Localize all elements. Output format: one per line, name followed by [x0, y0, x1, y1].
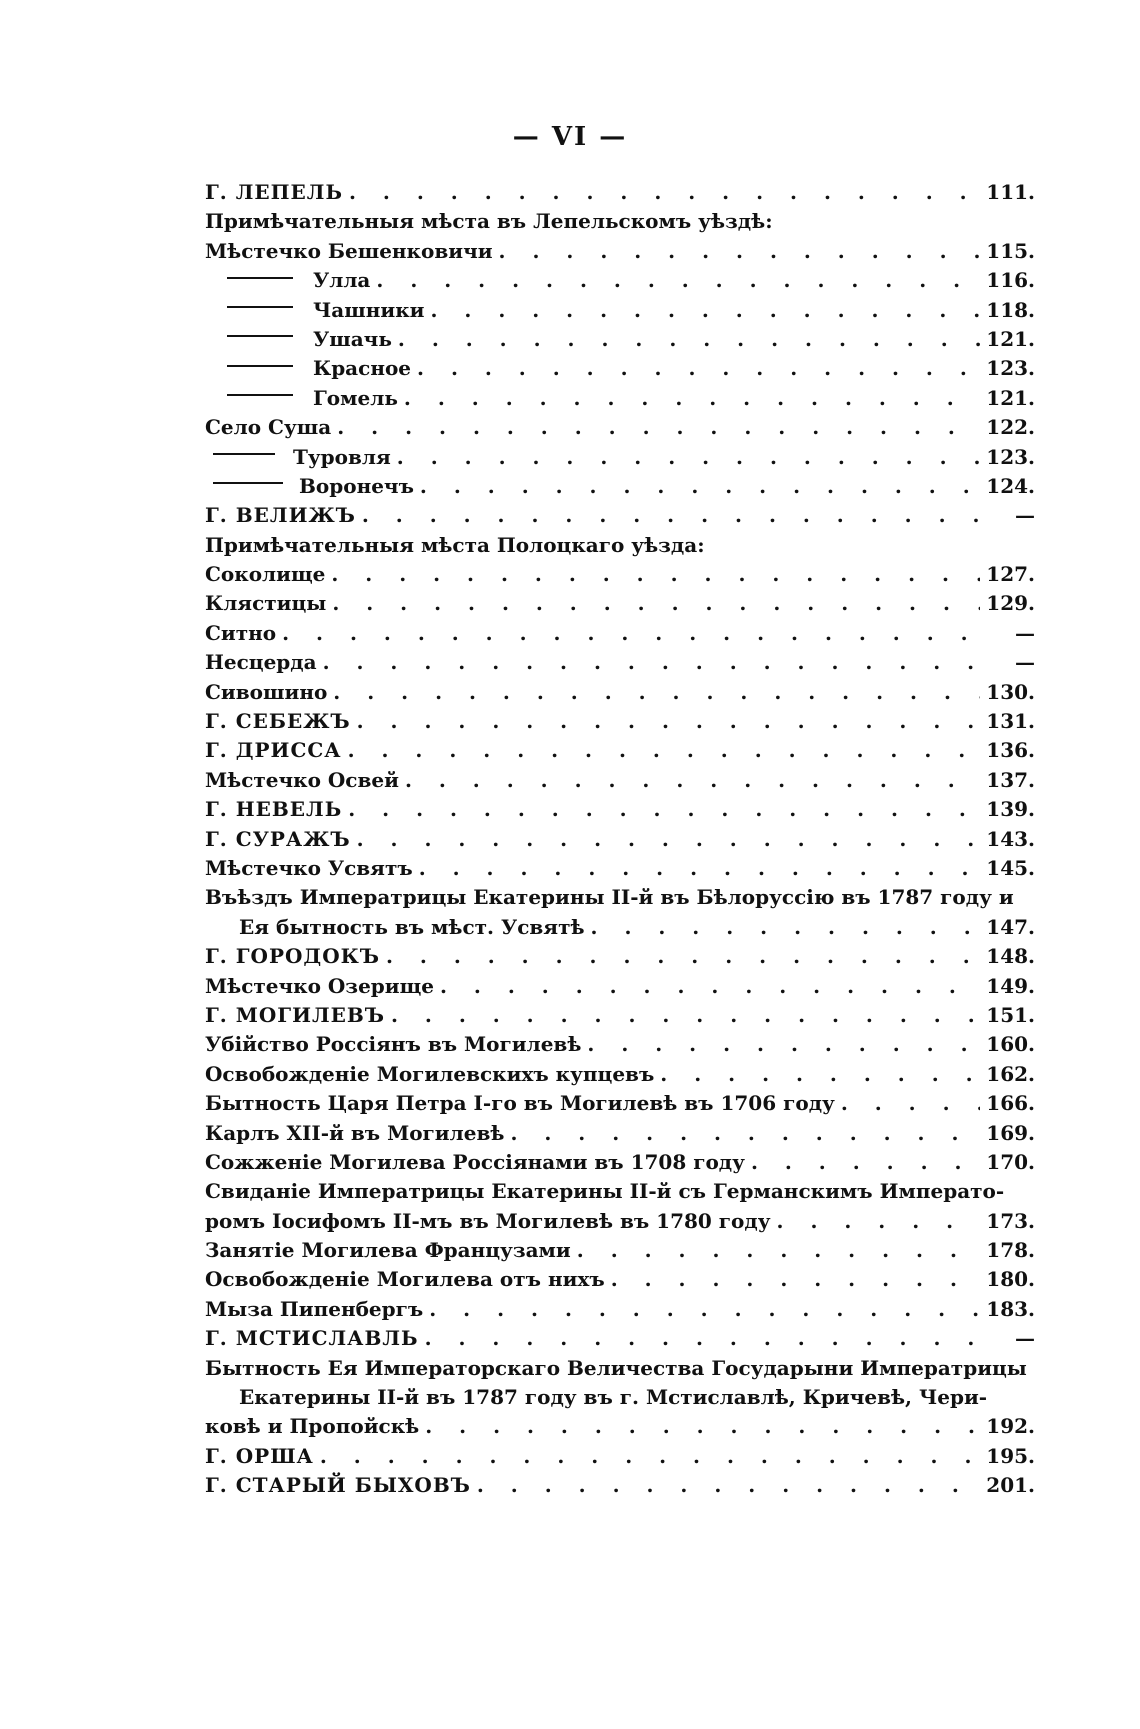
- toc-heading-polotsk-district: [205, 531, 1035, 560]
- toc-row-sebezh: [205, 707, 1035, 736]
- toc-row-orsha: [205, 1442, 1035, 1471]
- toc-label: Примѣчательныя мѣста Полоцкаго уѣзда:: [205, 532, 705, 557]
- toc-page: —: [1015, 650, 1035, 675]
- toc-label: Г. МСТИСЛАВЛЬ: [205, 1326, 419, 1351]
- toc-label: Мѣстечко Освей: [205, 767, 399, 792]
- toc-label: Г. НЕВЕЛЬ: [205, 797, 343, 822]
- toc-label: ковѣ и Пропойскѣ: [205, 1414, 420, 1439]
- ditto-dash: [227, 277, 293, 279]
- toc-page: 130.: [986, 679, 1035, 704]
- toc-page: 121.: [986, 326, 1035, 351]
- toc-label: Г. ГОРОДОКЪ: [205, 944, 380, 969]
- toc-row: [205, 1030, 1035, 1059]
- dot-leader: [440, 972, 980, 1001]
- toc-label-wrap: [205, 472, 414, 501]
- toc-row: [205, 1236, 1035, 1265]
- toc-page: 139.: [986, 797, 1035, 822]
- toc-row: [205, 1119, 1035, 1148]
- toc-row: [205, 1060, 1035, 1089]
- toc-label: Свиданіе Императрицы Екатерины II-й съ Германскимъ Императо-: [205, 1179, 1005, 1204]
- toc-page: 127.: [986, 562, 1035, 587]
- toc-row: [205, 384, 1035, 413]
- toc-label: ромъ Іосифомъ II-мъ въ Могилевѣ въ 1780 году: [205, 1208, 771, 1233]
- dot-leader: [477, 1471, 980, 1500]
- dot-leader: [660, 1060, 980, 1089]
- toc-label: Мѣстечко Бешенковичи: [205, 238, 493, 263]
- dot-leader: [349, 178, 980, 207]
- dot-leader: [391, 1001, 980, 1030]
- toc-row-gorodok: [205, 942, 1035, 971]
- dot-leader: [332, 589, 980, 618]
- ditto-dash: [213, 453, 275, 455]
- dot-leader: [348, 736, 981, 765]
- dot-leader: [425, 1412, 980, 1441]
- toc-row-surazh: [205, 825, 1035, 854]
- dot-leader: [320, 1442, 980, 1471]
- toc-label: Несцерда: [205, 650, 317, 675]
- toc-row: [205, 472, 1035, 501]
- toc-label: Занятіе Могилева Французами: [205, 1238, 571, 1263]
- toc-row-mogilev: [205, 1001, 1035, 1030]
- toc-page: 180.: [986, 1267, 1035, 1292]
- toc-page: 145.: [986, 855, 1035, 880]
- dot-leader: [404, 384, 980, 413]
- toc-page: 162.: [986, 1061, 1035, 1086]
- toc-page: —: [1015, 620, 1035, 645]
- toc-label: Туровля: [293, 444, 391, 469]
- toc-page: 118.: [986, 297, 1035, 322]
- dot-leader: [386, 942, 980, 971]
- toc-label: Красное: [313, 356, 412, 381]
- toc-page: 166.: [986, 1091, 1035, 1116]
- toc-label-wrap: [205, 354, 411, 383]
- toc-row-nevel: [205, 795, 1035, 824]
- toc-page: 143.: [986, 826, 1035, 851]
- dot-leader: [333, 678, 980, 707]
- toc-page: —: [1015, 503, 1035, 528]
- toc-row: [205, 648, 1035, 677]
- toc-row: [205, 266, 1035, 295]
- toc-page: 111.: [986, 180, 1035, 204]
- toc-row: [205, 413, 1035, 442]
- toc-page: 122.: [986, 415, 1035, 440]
- toc-row: [205, 296, 1035, 325]
- toc-page: 137.: [986, 767, 1035, 792]
- toc-row-stary-bykhov: [205, 1471, 1035, 1500]
- toc-label: Соколище: [205, 562, 326, 587]
- toc-page: 123.: [986, 356, 1035, 381]
- toc-label: Карлъ XII-й въ Могилевѣ: [205, 1120, 505, 1145]
- toc-row: [205, 560, 1035, 589]
- toc-label: Мыза Пипенбергъ: [205, 1296, 424, 1321]
- toc-label: Сивошино: [205, 679, 328, 704]
- dot-leader: [420, 472, 980, 501]
- toc-page: 195.: [986, 1443, 1035, 1468]
- dot-leader: [417, 354, 980, 383]
- page-number: — VI —: [512, 122, 628, 152]
- toc-row: [205, 443, 1035, 472]
- toc-page: 201.: [986, 1473, 1035, 1498]
- toc-label: Ситно: [205, 620, 277, 645]
- toc-page: 136.: [986, 738, 1035, 763]
- toc-label: Въѣздъ Императрицы Екатерины II-й въ Бѣлоруссію въ 1787 году и: [205, 885, 1014, 910]
- toc-row: [205, 1412, 1035, 1441]
- toc-row: [205, 1089, 1035, 1118]
- toc-label: Г. СТАРЫЙ БЫХОВЪ: [205, 1473, 471, 1498]
- toc-row: [205, 1207, 1035, 1236]
- toc-row: [205, 325, 1035, 354]
- toc-heading-lepel-district: [205, 207, 1035, 236]
- toc-row: [205, 854, 1035, 883]
- toc-page: 116.: [986, 268, 1035, 293]
- toc-label: Улла: [313, 268, 371, 293]
- dot-leader: [751, 1148, 980, 1177]
- dot-leader: [611, 1265, 981, 1294]
- toc-page: 124.: [986, 473, 1035, 498]
- toc-row: [205, 1295, 1035, 1324]
- table-of-contents: [205, 178, 1035, 1501]
- toc-label: Клястицы: [205, 591, 327, 616]
- toc-label: Бытность Царя Петра I-го въ Могилевѣ въ 1706 году: [205, 1091, 835, 1116]
- dot-leader: [323, 648, 995, 677]
- toc-row: [205, 619, 1035, 648]
- toc-row-velizh: [205, 501, 1035, 530]
- dot-leader: [499, 237, 981, 266]
- toc-label: Г. ОРША: [205, 1443, 314, 1468]
- toc-page: 160.: [986, 1032, 1035, 1057]
- toc-label-wrap: [205, 266, 370, 295]
- toc-label: Гомель: [313, 385, 398, 410]
- toc-page: 192.: [986, 1414, 1035, 1439]
- dot-leader: [331, 560, 980, 589]
- toc-label: Сожженіе Могилева Россіянами въ 1708 году: [205, 1149, 745, 1174]
- toc-page: 147.: [986, 914, 1035, 939]
- toc-page: 149.: [986, 973, 1035, 998]
- toc-row: [205, 1265, 1035, 1294]
- toc-row: [205, 913, 1035, 942]
- toc-row-drissa: [205, 736, 1035, 765]
- toc-label: Мѣстечко Озерище: [205, 973, 434, 998]
- ditto-dash: [227, 394, 293, 396]
- ditto-dash: [227, 365, 293, 367]
- toc-page: 178.: [986, 1238, 1035, 1263]
- dot-leader: [397, 443, 980, 472]
- toc-page: 151.: [986, 1002, 1035, 1027]
- dot-leader: [362, 501, 995, 530]
- dot-leader: [425, 1324, 995, 1353]
- toc-label: Г. СУРАЖЪ: [205, 826, 351, 851]
- dot-leader: [357, 825, 981, 854]
- dot-leader: [591, 913, 981, 942]
- dot-leader: [337, 413, 980, 442]
- toc-row: [205, 589, 1035, 618]
- toc-label: Бытность Ея Императорскаго Величества Государыни Императрицы: [205, 1355, 1027, 1380]
- dot-leader: [419, 854, 981, 883]
- dot-leader: [587, 1030, 980, 1059]
- ditto-dash: [227, 306, 293, 308]
- ditto-dash: [213, 482, 283, 484]
- toc-row-multiline-middle: [205, 1383, 1035, 1412]
- toc-row-multiline-start: [205, 1354, 1035, 1383]
- toc-label-wrap: [205, 325, 392, 354]
- toc-label: Екатерины II-й въ 1787 году въ г. Мстиславлѣ, Кричевѣ, Чери-: [239, 1385, 988, 1410]
- toc-page: 170.: [986, 1149, 1035, 1174]
- toc-row: [205, 678, 1035, 707]
- toc-label: Примѣчательныя мѣста въ Лепельскомъ уѣздѣ:: [205, 209, 773, 234]
- dot-leader: [777, 1207, 981, 1236]
- toc-page: 173.: [986, 1208, 1035, 1233]
- toc-page: 129.: [986, 591, 1035, 616]
- toc-label: Воронечъ: [299, 473, 414, 498]
- toc-label: Чашники: [313, 297, 425, 322]
- toc-label: Ея бытность въ мѣст. Усвятѣ: [239, 914, 585, 939]
- dot-leader: [429, 1295, 980, 1324]
- toc-label: Г. ДРИССА: [205, 738, 342, 763]
- toc-page: 183.: [986, 1296, 1035, 1321]
- toc-page: 169.: [986, 1120, 1035, 1145]
- toc-page: 148.: [986, 944, 1035, 969]
- dot-leader: [405, 766, 980, 795]
- toc-label: Г. ВЕЛИЖЪ: [205, 503, 356, 528]
- toc-label-wrap: [205, 384, 398, 413]
- toc-label: Ушачь: [313, 326, 392, 351]
- toc-label: Г. ЛЕПЕЛЬ: [205, 180, 343, 204]
- toc-label: Село Суша: [205, 415, 332, 440]
- toc-page: 123.: [986, 444, 1035, 469]
- toc-row-mstislavl: [205, 1324, 1035, 1353]
- dot-leader: [398, 325, 980, 354]
- toc-row-multiline-start: [205, 1177, 1035, 1206]
- toc-label: Г. МОГИЛЕВЪ: [205, 1002, 385, 1027]
- toc-page: 131.: [986, 709, 1035, 734]
- dot-leader: [430, 296, 980, 325]
- toc-label-wrap: [205, 296, 424, 325]
- ditto-dash: [227, 335, 293, 337]
- dot-leader: [357, 707, 981, 736]
- dot-leader: [282, 619, 995, 648]
- toc-row-lepel: [205, 178, 1035, 207]
- dot-leader: [841, 1089, 980, 1118]
- dot-leader: [348, 795, 980, 824]
- toc-row: [205, 1148, 1035, 1177]
- toc-page: 115.: [986, 238, 1035, 263]
- dot-leader: [510, 1119, 980, 1148]
- toc-row: [205, 237, 1035, 266]
- toc-label: Освобожденіе Могилевскихъ купцевъ: [205, 1061, 655, 1086]
- toc-label: Убійство Россіянъ въ Могилевѣ: [205, 1032, 582, 1057]
- toc-label: Освобожденіе Могилева отъ нихъ: [205, 1267, 605, 1292]
- toc-label: Г. СЕБЕЖЪ: [205, 709, 351, 734]
- toc-label-wrap: [205, 443, 391, 472]
- dot-leader: [577, 1236, 981, 1265]
- toc-row-multiline-start: [205, 883, 1035, 912]
- toc-page: —: [1015, 1326, 1035, 1351]
- toc-page: 121.: [986, 385, 1035, 410]
- toc-row: [205, 972, 1035, 1001]
- toc-label: Мѣстечко Усвятъ: [205, 855, 413, 880]
- toc-row: [205, 766, 1035, 795]
- toc-row: [205, 354, 1035, 383]
- dot-leader: [376, 266, 980, 295]
